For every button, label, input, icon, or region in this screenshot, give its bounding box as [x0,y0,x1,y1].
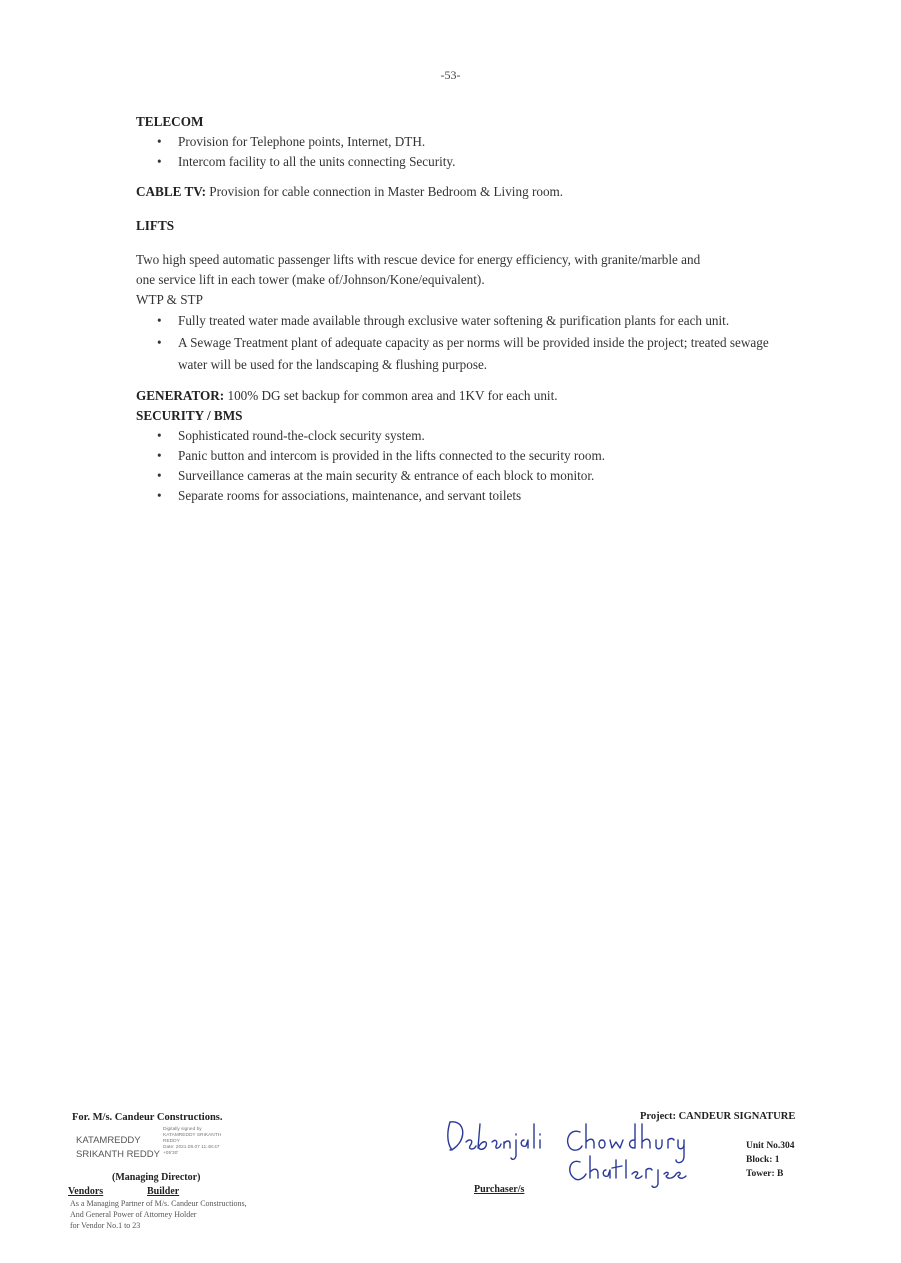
lifts-text: Two high speed automatic passenger lifts with rescue device for energy efficiency, with granite/marble and one service lift in each tower (make of/Johnson/Kone/equivalent). [136,252,701,287]
bullet-icon: • [157,313,162,328]
list-item: • A Sewage Treatment plant of adequate capacity as per norms will be provided inside the project; treated sewage water will be used for the landscaping & flushing purpose. [136,332,776,376]
generator-label: GENERATOR: [136,388,225,403]
digital-signature-details: Digitally signed by KATAMREDDY SRIKANTH REDDY Date: 2021.08.07 11:48:47 +05'30' [163,1127,222,1156]
builder-label: Builder [147,1186,180,1197]
cable-tv-text: Provision for cable connection in Master Bedroom & Living room. [206,184,564,199]
list-item: • Surveillance cameras at the main security & entrance of each block to monitor. [136,466,776,486]
bullet-icon: • [157,154,162,169]
list-item: • Panic button and intercom is provided in the lifts connected to the security room. [136,446,776,466]
tower-label: Tower: B [746,1169,784,1179]
unit-number: Unit No.304 [746,1141,795,1151]
lifts-heading: LIFTS [136,218,175,233]
purchaser-label: Purchaser/s [474,1184,525,1195]
list-item: • Fully treated water made available through exclusive water softening & purification plants for each unit. [136,310,776,332]
partner-note: As a Managing Partner of M/s. Candeur Constructions, [70,1199,247,1208]
managing-director-label: (Managing Director) [112,1172,201,1183]
specifications-body [136,112,776,506]
generator-paragraph [136,386,776,406]
wtp-stp-heading: WTP & STP [136,292,203,307]
vendor-range-note: for Vendor No.1 to 23 [70,1221,141,1230]
generator-text: 100% DG set backup for common area and 1KV for each unit. [224,388,558,403]
handwritten-signature [440,1110,700,1190]
bullet-icon: • [157,335,162,350]
wtp-stp-list [136,310,776,376]
telecom-heading: TELECOM [136,114,204,129]
bullet-icon: • [157,428,162,443]
security-list [136,426,776,506]
block-label: Block: 1 [746,1155,780,1165]
list-item: • Separate rooms for associations, maintenance, and servant toilets [136,486,776,506]
bullet-icon: • [157,448,162,463]
signer-name-line2: SRIKANTH REDDY [76,1149,160,1160]
poa-note: And General Power of Attorney Holder [70,1210,197,1219]
vendors-label: Vendors [68,1186,104,1197]
cable-tv-paragraph [136,182,776,202]
project-label: Project: CANDEUR SIGNATURE [640,1111,796,1122]
page-number: -53- [440,68,461,82]
cable-tv-label: CABLE TV: [136,184,206,199]
list-item: • Sophisticated round-the-clock security system. [136,426,776,446]
security-heading: SECURITY / BMS [136,408,243,423]
bullet-icon: • [157,488,162,503]
bullet-icon: • [157,134,162,149]
list-item: • Intercom facility to all the units connecting Security. [136,152,776,172]
bullet-icon: • [157,468,162,483]
for-company-label: For. M/s. Candeur Constructions. [72,1112,223,1123]
list-item: • Provision for Telephone points, Internet, DTH. [136,132,776,152]
telecom-list [136,132,776,172]
digital-signature-block [76,1127,276,1173]
signer-name-line1: KATAMREDDY [76,1135,141,1146]
